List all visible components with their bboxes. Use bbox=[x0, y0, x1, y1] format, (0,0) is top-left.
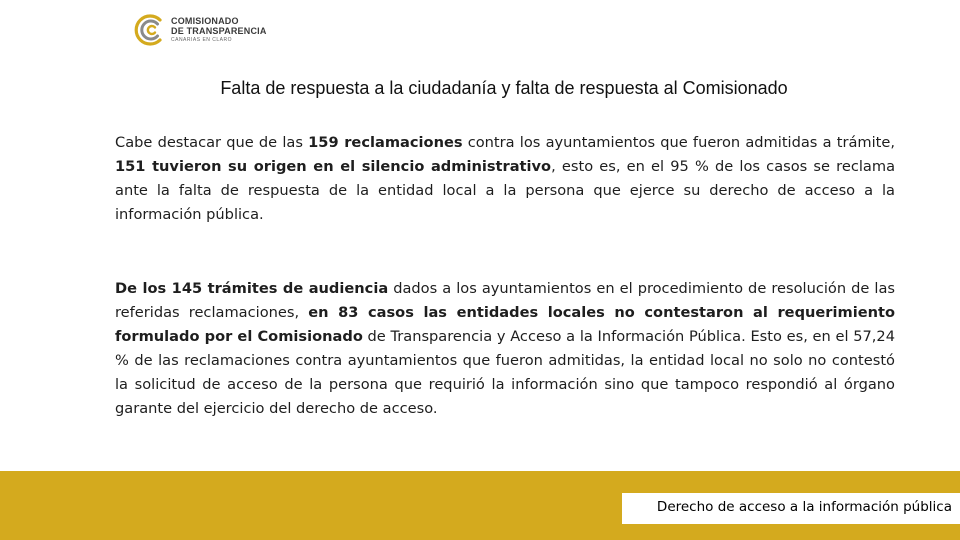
p1-bold-1: 159 reclamaciones bbox=[308, 134, 463, 151]
paragraph-silence bbox=[115, 131, 895, 227]
footer-label: Derecho de acceso a la información pública bbox=[656, 499, 952, 515]
p2-bold-1: De los 145 trámites de audiencia bbox=[115, 280, 389, 297]
p1-text-1: Cabe destacar que de las bbox=[115, 134, 309, 151]
page-title: Falta de respuesta a la ciudadanía y falta de respuesta al Comisionado bbox=[220, 78, 788, 98]
p1-text-2: contra los ayuntamientos que fueron admitidas a trámite, bbox=[462, 134, 895, 151]
logo-text-line3: CANARIAS EN CLARO bbox=[171, 37, 233, 43]
paragraph-audiencia bbox=[115, 277, 895, 421]
logo-text-line1: COMISIONADO bbox=[171, 16, 239, 26]
p2-text-1: dados a los ayuntamientos en el procedimiento de resolución de las referidas reclamaciones, bbox=[115, 280, 895, 321]
logo bbox=[133, 13, 267, 47]
footer-bar bbox=[0, 471, 960, 540]
p1-bold-2: 151 tuvieron su origen en el silencio administrativo bbox=[115, 158, 552, 175]
p2-text-2: de Transparencia y Acceso a la Información Pública. Esto es, en el 57,24 % de las reclamaciones contra ayuntamientos que fueron admitidas, la entidad local no solo no contestó la solicitud de acceso de la persona que requirió la información sino que tampoco respondió al órgano garante del ejercicio del derecho de acceso. bbox=[115, 328, 895, 417]
p2-bold-2: en 83 casos las entidades locales no contestaron al requerimiento formulado por el Comisionado bbox=[115, 304, 896, 345]
logo-text-line2: DE TRANSPARENCIA bbox=[171, 26, 267, 36]
comisionado-logo-icon bbox=[133, 13, 167, 47]
p1-text-3: , esto es, en el 95 % de los casos se reclama ante la falta de respuesta de la entidad local a la persona que ejerce su derecho de acceso a la información pública. bbox=[115, 158, 896, 223]
